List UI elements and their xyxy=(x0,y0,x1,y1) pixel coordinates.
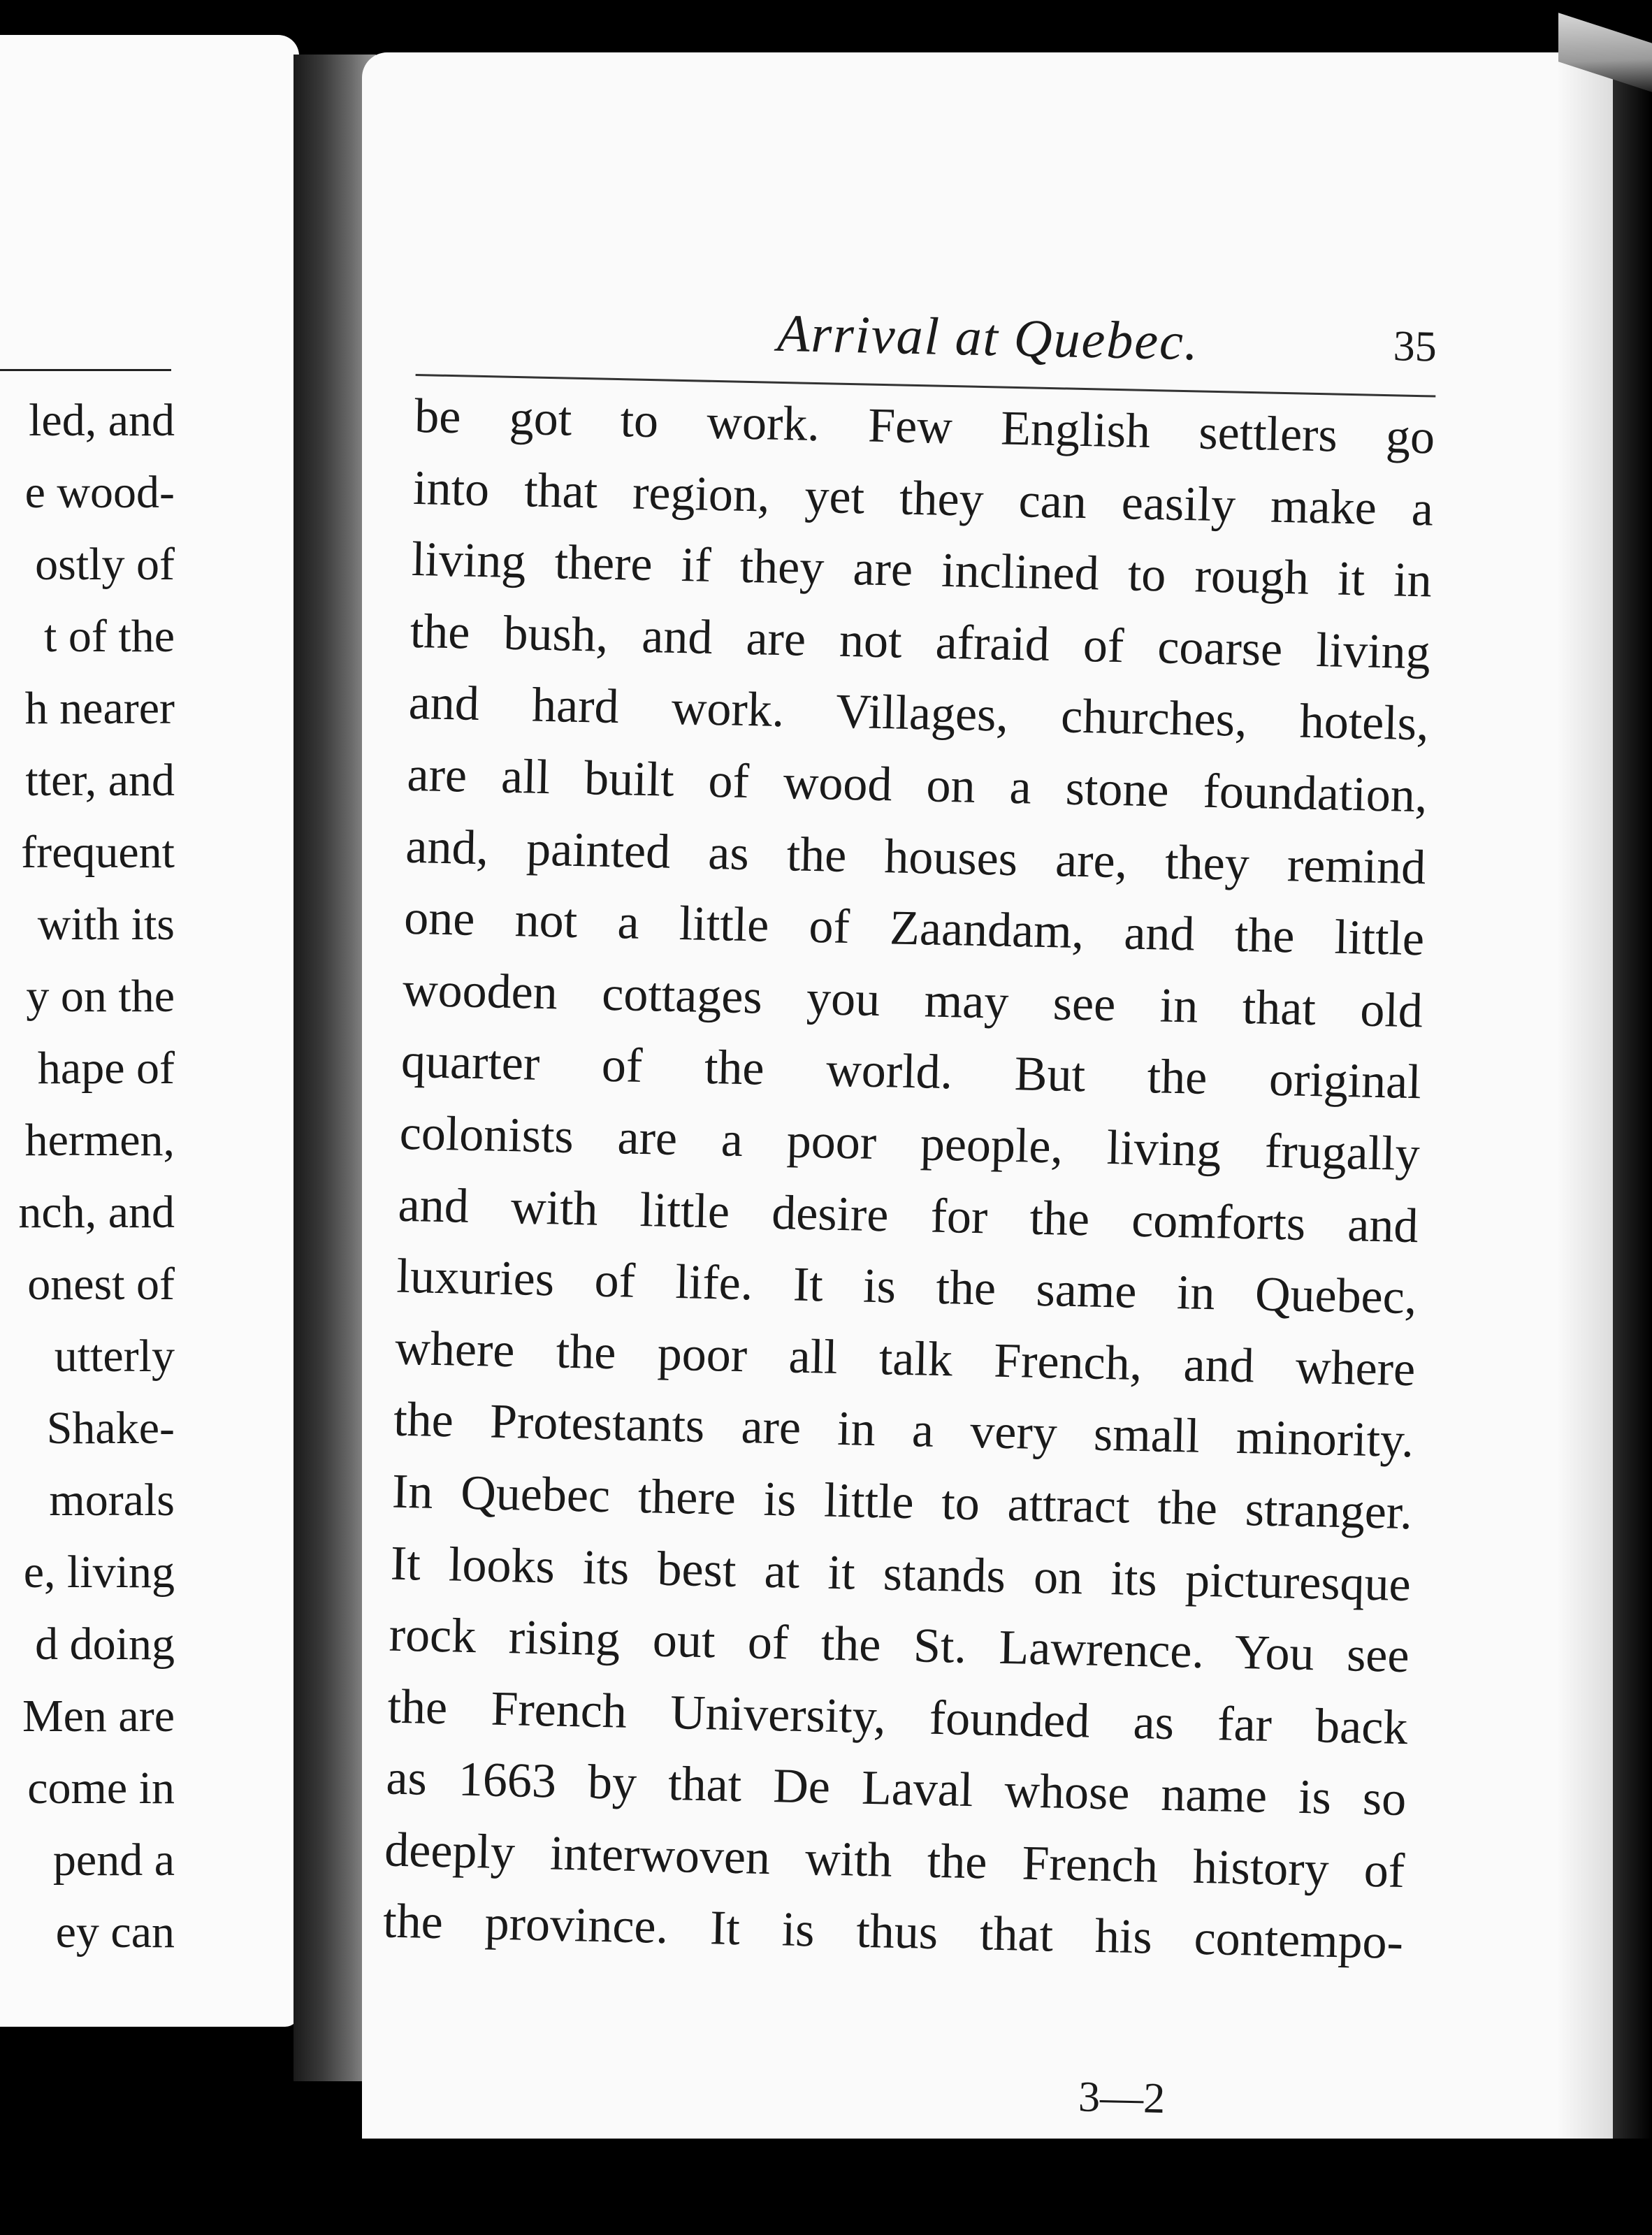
left-line: onest of xyxy=(27,1259,175,1310)
left-page-fragment xyxy=(0,35,299,2027)
left-page-head-rule xyxy=(0,369,171,371)
left-line: Shake- xyxy=(46,1403,175,1454)
left-line: ey can xyxy=(55,1907,175,1958)
left-line: with its xyxy=(37,899,175,950)
page-number: 35 xyxy=(1393,322,1437,371)
text-line: luxuries of life. It is the same in Quebec, xyxy=(396,1249,1418,1325)
text-line: where the poor all talk French, and where xyxy=(394,1321,1416,1396)
text-line: deeply interwoven with the French history of xyxy=(384,1823,1405,1898)
text-line: be got to work. Few English settlers go xyxy=(414,389,1435,465)
text-line: living there if they are inclined to rough it in xyxy=(411,533,1433,608)
left-line: Men are xyxy=(22,1691,175,1742)
left-line: hermen, xyxy=(24,1115,175,1166)
text-line: the Protestants are in a very small minority. xyxy=(393,1392,1414,1468)
left-line: pend a xyxy=(52,1835,175,1886)
running-head xyxy=(416,262,1438,372)
left-line: morals xyxy=(49,1475,175,1526)
text-line: as 1663 by that De Laval whose name is so xyxy=(385,1751,1407,1827)
signature-mark: 3—2 xyxy=(1078,2073,1166,2122)
left-page-text xyxy=(18,384,175,1968)
text-line: and, painted as the houses are, they remind xyxy=(405,819,1426,895)
right-page xyxy=(362,52,1613,2139)
text-line: wooden cottages you may see in that old xyxy=(402,962,1423,1039)
text-line: are all built of wood on a stone foundation, xyxy=(406,747,1428,823)
left-line: t of the xyxy=(44,611,175,662)
left-line: d doing xyxy=(35,1619,175,1670)
text-line: It looks its best at it stands on its picturesque xyxy=(390,1536,1412,1612)
text-line: rock rising out of the St. Lawrence. You see xyxy=(389,1607,1410,1684)
left-line: utterly xyxy=(54,1331,175,1382)
left-line: tter, and xyxy=(25,755,175,806)
left-line: e, living xyxy=(23,1547,175,1598)
page-edge-shadow xyxy=(1613,42,1652,2139)
left-line: h nearer xyxy=(24,683,175,734)
left-line: frequent xyxy=(21,827,175,878)
text-line: In Quebec there is little to attract the stranger. xyxy=(391,1464,1413,1540)
page-text-block xyxy=(382,262,1438,2122)
scan-bottom-margin xyxy=(0,2139,1652,2235)
text-line: and hard work. Villages, churches, hotels, xyxy=(407,676,1430,751)
left-line: hape of xyxy=(37,1043,175,1094)
text-line: one not a little of Zaandam, and the little xyxy=(403,890,1425,967)
running-title: Arrival at Quebec. xyxy=(776,303,1200,372)
left-line: led, and xyxy=(29,395,175,446)
text-line: the province. It is thus that his contempo- xyxy=(382,1894,1404,1970)
left-line: ostly of xyxy=(35,539,175,590)
text-line: the French University, founded as far back xyxy=(386,1679,1409,1755)
body-text xyxy=(382,381,1435,1979)
text-line: into that region, yet they can easily make a xyxy=(412,461,1434,537)
text-line: colonists are a poor people, living frugally xyxy=(399,1106,1421,1182)
left-line: nch, and xyxy=(18,1187,175,1238)
left-line: e wood- xyxy=(24,467,175,518)
text-line: the bush, and are not afraid of coarse living xyxy=(410,604,1431,680)
text-line: quarter of the world. But the original xyxy=(400,1034,1422,1110)
text-line: and with little desire for the comforts and xyxy=(397,1178,1419,1253)
left-line: y on the xyxy=(26,971,175,1022)
left-line: come in xyxy=(27,1763,175,1814)
